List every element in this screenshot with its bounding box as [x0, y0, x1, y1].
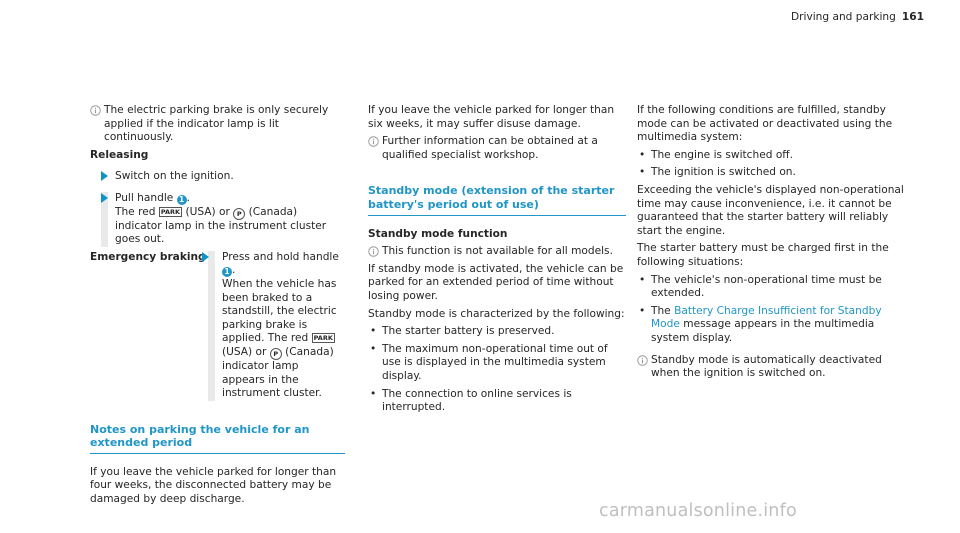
- note-availability: [368, 245, 626, 259]
- info-circle-icon: [637, 355, 648, 366]
- step-text: When the vehicle has been braked to a standstill, the electric parking brake is applied. The red: [222, 277, 337, 345]
- note-parking-brake: [90, 104, 345, 145]
- list-item: • The starter battery is preserved.: [368, 325, 626, 339]
- paragraph: Standby mode is characterized by the following:: [368, 307, 625, 320]
- step-text: Switch on the ignition.: [115, 170, 234, 183]
- message-link[interactable]: Battery Charge Insufficient for Standby Mode: [651, 304, 882, 331]
- column-2: [368, 104, 626, 415]
- step-text: The red: [115, 205, 156, 218]
- park-symbol-icon: PARK: [313, 334, 333, 343]
- note-text: This function is not available for all models.: [382, 245, 613, 258]
- step-text: (USA) or: [185, 205, 230, 218]
- header-section: Driving and parking: [791, 11, 896, 23]
- callout-1-icon: 1: [222, 267, 232, 277]
- info-circle-icon: [368, 246, 379, 257]
- watermark: carmanualsonline.info: [599, 501, 797, 521]
- paragraph: If the following conditions are fulfilled, standby mode can be activated or deactivated using the multimedia system:: [637, 104, 893, 144]
- note-text: Further information can be obtained at a qualified specialist workshop.: [382, 135, 598, 161]
- step-switch-ignition: [90, 170, 345, 184]
- list-text: message appears in the multimedia system display.: [651, 318, 875, 344]
- paragraph: The starter battery must be charged first in the following situations:: [637, 242, 889, 268]
- emergency-step-text: [208, 251, 342, 401]
- list-text: The: [651, 304, 671, 317]
- step-text: Pull handle: [115, 191, 174, 204]
- triangle-arrow-icon: [101, 171, 108, 181]
- emergency-braking-block: [90, 251, 345, 265]
- step-text-end: .: [232, 264, 236, 277]
- section-heading-standby-mode: Standby mode (extension of the starter battery's period out of use): [368, 184, 626, 215]
- list-item: • The engine is switched off.: [637, 149, 912, 163]
- list-item: • The ignition is switched on.: [637, 166, 912, 180]
- note-auto-deactivate: [637, 354, 912, 381]
- park-symbol-icon: PARK: [160, 207, 181, 216]
- paragraph: Exceeding the vehicle's displayed non-operational time may cause inconvenience, i.e. it cannot be guaranteed that the starter battery will reliably start the engine.: [637, 183, 904, 237]
- step-text: (USA) or: [222, 345, 267, 358]
- step-text-end: .: [186, 191, 191, 204]
- emergency-title: Emergency braking: [90, 250, 206, 263]
- paragraph: If you leave the vehicle parked for longer than four weeks, the disconnected battery may be damaged by deep discharge.: [90, 465, 337, 506]
- releasing-title: Releasing: [90, 148, 149, 161]
- step-text: Press and hold handle: [222, 250, 339, 263]
- step-text: (Canada) indicator lamp in the instrument cluster goes out.: [115, 205, 327, 246]
- note-further-info: [368, 135, 626, 162]
- note-text: Standby mode is automatically deactivated when the ignition is switched on.: [651, 353, 882, 380]
- info-circle-icon: [368, 136, 379, 147]
- triangle-arrow-icon: [101, 193, 108, 203]
- callout-1-icon: 1: [177, 195, 187, 205]
- subheading-standby-function: Standby mode function: [368, 227, 508, 240]
- info-circle-icon: [90, 105, 101, 116]
- paragraph: If standby mode is activated, the vehicle can be parked for an extended period of time without losing power.: [368, 262, 624, 302]
- page-header: [791, 11, 924, 25]
- triangle-arrow-icon: [202, 252, 209, 262]
- step-pull-handle: [90, 192, 345, 247]
- paragraph: If you leave the vehicle parked for longer than six weeks, it may suffer disuse damage.: [368, 104, 615, 130]
- list-item: • The connection to online services is interrupted.: [368, 388, 626, 415]
- column-1: [90, 104, 345, 507]
- p-circle-symbol-icon: P: [233, 208, 245, 220]
- list-item: • The maximum non-operational time out of use is displayed in the multimedia system display.: [368, 343, 626, 384]
- list-item: [637, 305, 912, 346]
- note-text: The electric parking brake is only securely applied if the indicator lamp is lit continuously.: [104, 104, 329, 144]
- list-item: • The vehicle's non-operational time must be extended.: [637, 274, 912, 301]
- page-number: 161: [901, 11, 924, 23]
- step-text: (Canada) indicator lamp appears in the instrument cluster.: [222, 345, 334, 400]
- column-3: [637, 104, 912, 381]
- p-circle-symbol-icon: P: [270, 348, 282, 360]
- section-heading-extended-parking: Notes on parking the vehicle for an extended period: [90, 423, 345, 454]
